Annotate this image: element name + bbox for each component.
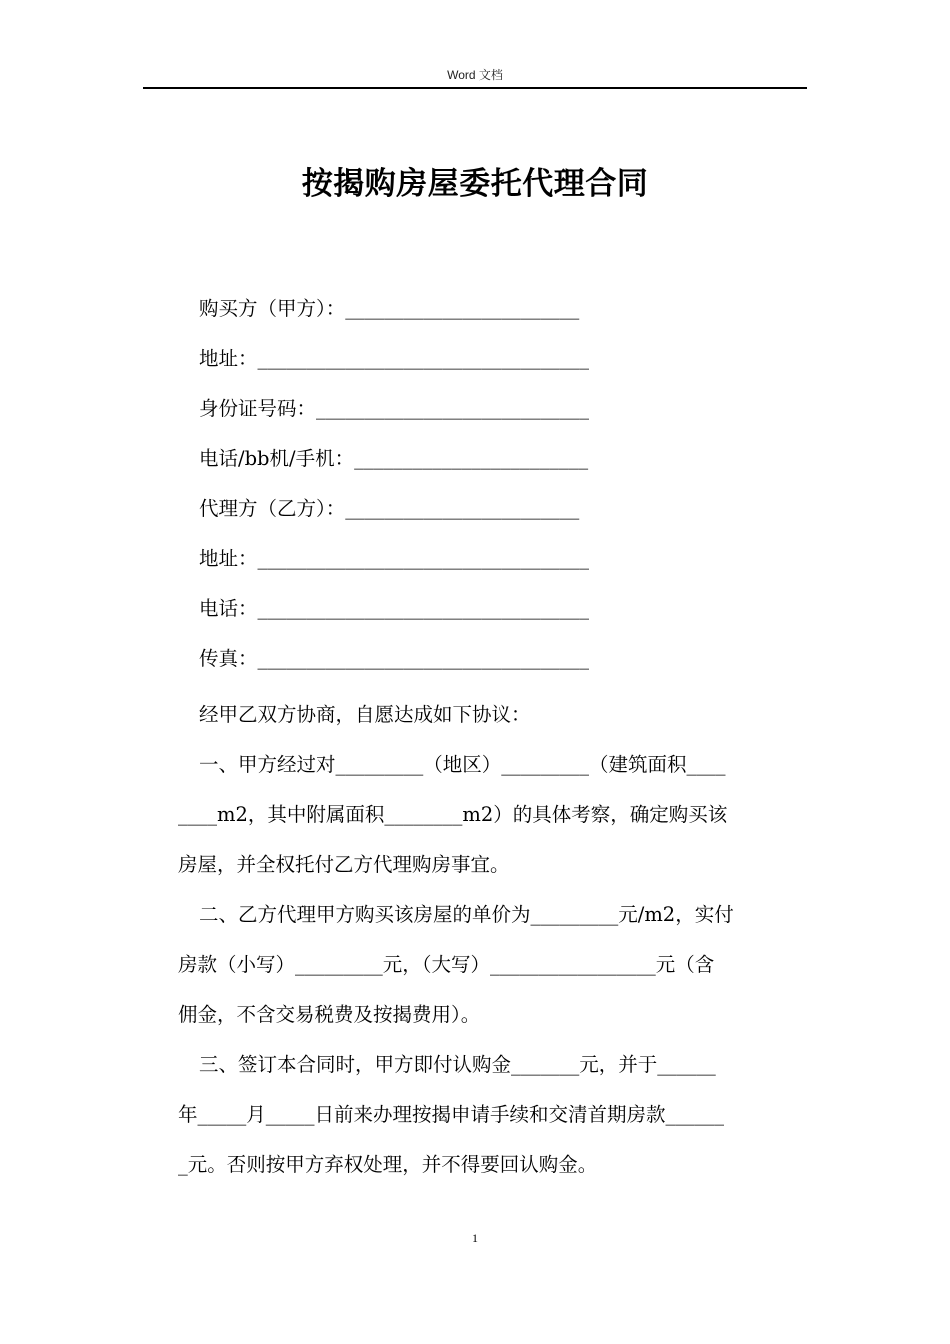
intro-paragraph: 经甲乙双方协商，自愿达成如下协议： bbox=[199, 703, 531, 726]
clause-3-line: 三、签订本合同时，甲方即付认购金_______元，并于______ bbox=[199, 1053, 716, 1076]
clause-2-line: 佣金，不含交易税费及按揭费用）。 bbox=[178, 1003, 481, 1026]
buyer-phone-field: 电话/bb机/手机：________________________ bbox=[199, 447, 589, 470]
clause-1-line: 房屋，并全权托付乙方代理购房事宜。 bbox=[178, 853, 510, 876]
document-title: 按揭购房屋委托代理合同 bbox=[301, 166, 649, 202]
buyer-id-number-field: 身份证号码：____________________________ bbox=[199, 397, 590, 420]
agent-fax-field: 传真：__________________________________ bbox=[199, 647, 590, 670]
clause-2-line: 二、乙方代理甲方购买该房屋的单价为_________元/m2，实付 bbox=[199, 903, 734, 926]
contract-body bbox=[178, 703, 805, 1190]
page-number: 1 bbox=[472, 1231, 478, 1245]
header-divider bbox=[143, 87, 807, 89]
clause-1-line: 一、甲方经过对_________（地区）_________（建筑面积____ bbox=[199, 753, 726, 776]
buyer-field: 购买方（甲方）：________________________ bbox=[199, 297, 580, 320]
clause-1 bbox=[178, 740, 805, 890]
agent-phone-field: 电话：__________________________________ bbox=[199, 597, 590, 620]
party-info-fields bbox=[199, 292, 589, 692]
agent-address-field: 地址：__________________________________ bbox=[199, 547, 590, 570]
clause-3-line: 年_____月_____日前来办理按揭申请手续和交清首期房款______ bbox=[178, 1103, 725, 1126]
page-header: Word 文档 bbox=[447, 68, 503, 82]
agent-field: 代理方（乙方）：________________________ bbox=[199, 497, 580, 520]
clause-3-line: _元。否则按甲方弃权处理，并不得要回认购金。 bbox=[178, 1153, 598, 1176]
clause-2 bbox=[178, 890, 805, 1040]
clause-1-line: ____m2，其中附属面积________m2）的具体考察，确定购买该 bbox=[178, 803, 728, 826]
buyer-address-field: 地址：__________________________________ bbox=[199, 347, 590, 370]
clause-3 bbox=[178, 1040, 805, 1190]
clause-2-line: 房款（小写）_________元，（大写）_________________元（含 bbox=[178, 953, 715, 976]
